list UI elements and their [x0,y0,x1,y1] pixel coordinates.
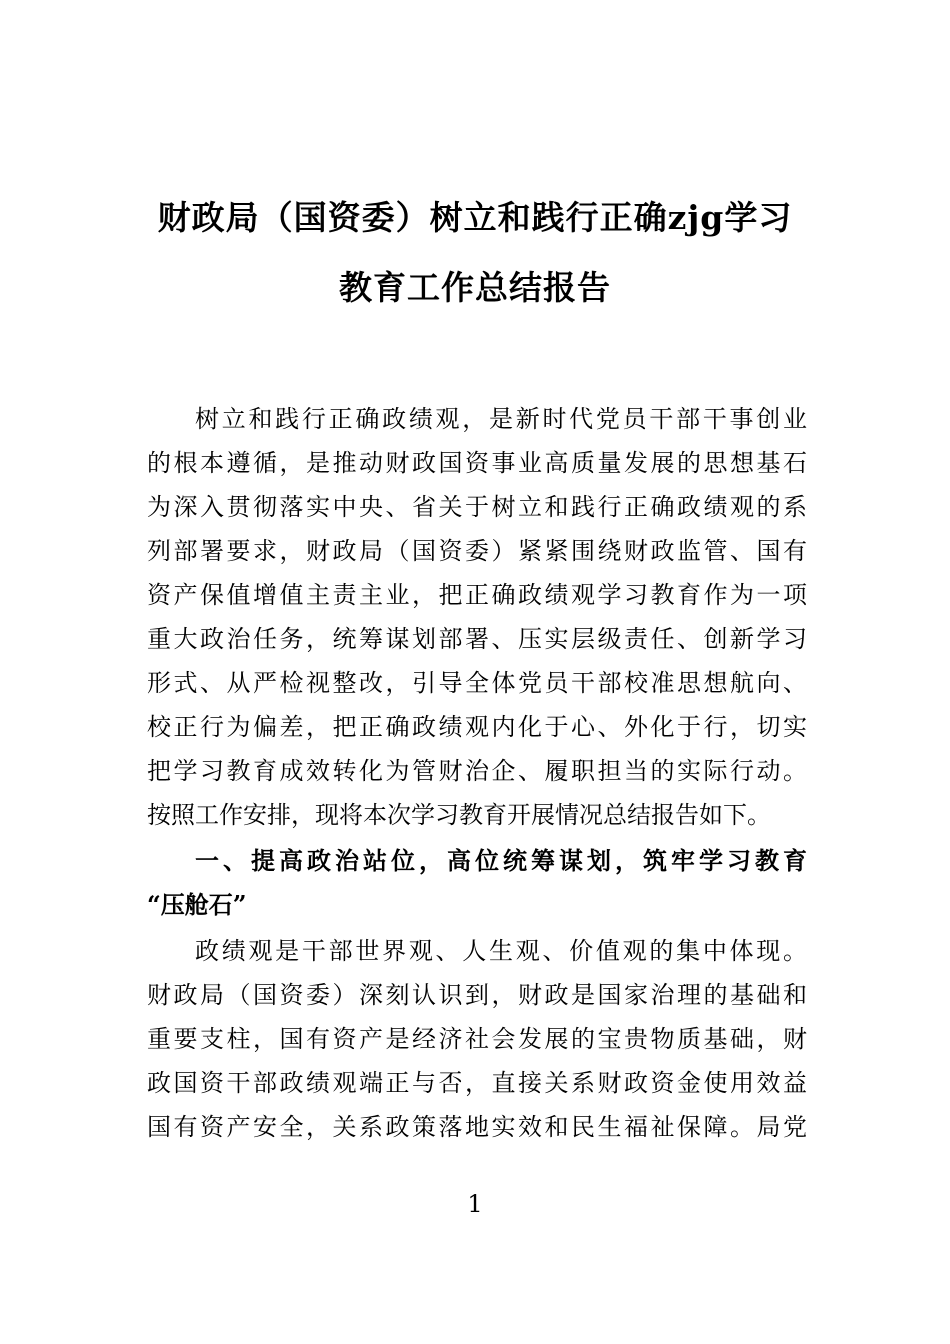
paragraph-1-line: 列部署要求，财政局（国资委）紧紧围绕财政监管、国有 [147,537,807,565]
paragraph-2-line: 财政局（国资委）深刻认识到，财政是国家治理的基础和 [147,981,807,1009]
paragraph-1-line: 资产保值增值主责主业，把正确政绩观学习教育作为一项 [147,581,807,609]
paragraph-1-line: 为深入贯彻落实中央、省关于树立和践行正确政绩观的系 [147,493,807,521]
page-number: 1 [467,1190,483,1218]
paragraph-1-line: 把学习教育成效转化为管财治企、履职担当的实际行动。 [147,757,807,785]
paragraph-2-line: 重要支柱，国有资产是经济社会发展的宝贵物质基础，财 [147,1025,807,1053]
paragraph-1-line: 重大政治任务，统筹谋划部署、压实层级责任、创新学习 [147,625,807,653]
paragraph-1-line: 树立和践行正确政绩观，是新时代党员干部干事创业 [195,405,807,433]
section-heading-line: 一、提高政治站位，高位统筹谋划，筑牢学习教育 [195,846,807,875]
paragraph-2-line: 政国资干部政绩观端正与否，直接关系财政资金使用效益 [147,1069,807,1097]
paragraph-2-line: 政绩观是干部世界观、人生观、价值观的集中体现。 [195,937,807,965]
paragraph-1-line: 校正行为偏差，把正确政绩观内化于心、外化于行，切实 [147,713,807,741]
paragraph-1-line: 的根本遵循，是推动财政国资事业高质量发展的思想基石 [147,449,807,477]
paragraph-1-line: 按照工作安排，现将本次学习教育开展情况总结报告如下。 [147,801,771,829]
document-title-line-1: 财政局（国资委）树立和践行正确zjg学习 [157,198,793,237]
section-heading-line: “压舱石” [147,890,247,919]
document-title-line-2: 教育工作总结报告 [339,268,611,307]
paragraph-1-line: 形式、从严检视整改，引导全体党员干部校准思想航向、 [147,669,807,697]
paragraph-2-line: 国有资产安全，关系政策落地实效和民生福祉保障。局党 [147,1113,807,1141]
